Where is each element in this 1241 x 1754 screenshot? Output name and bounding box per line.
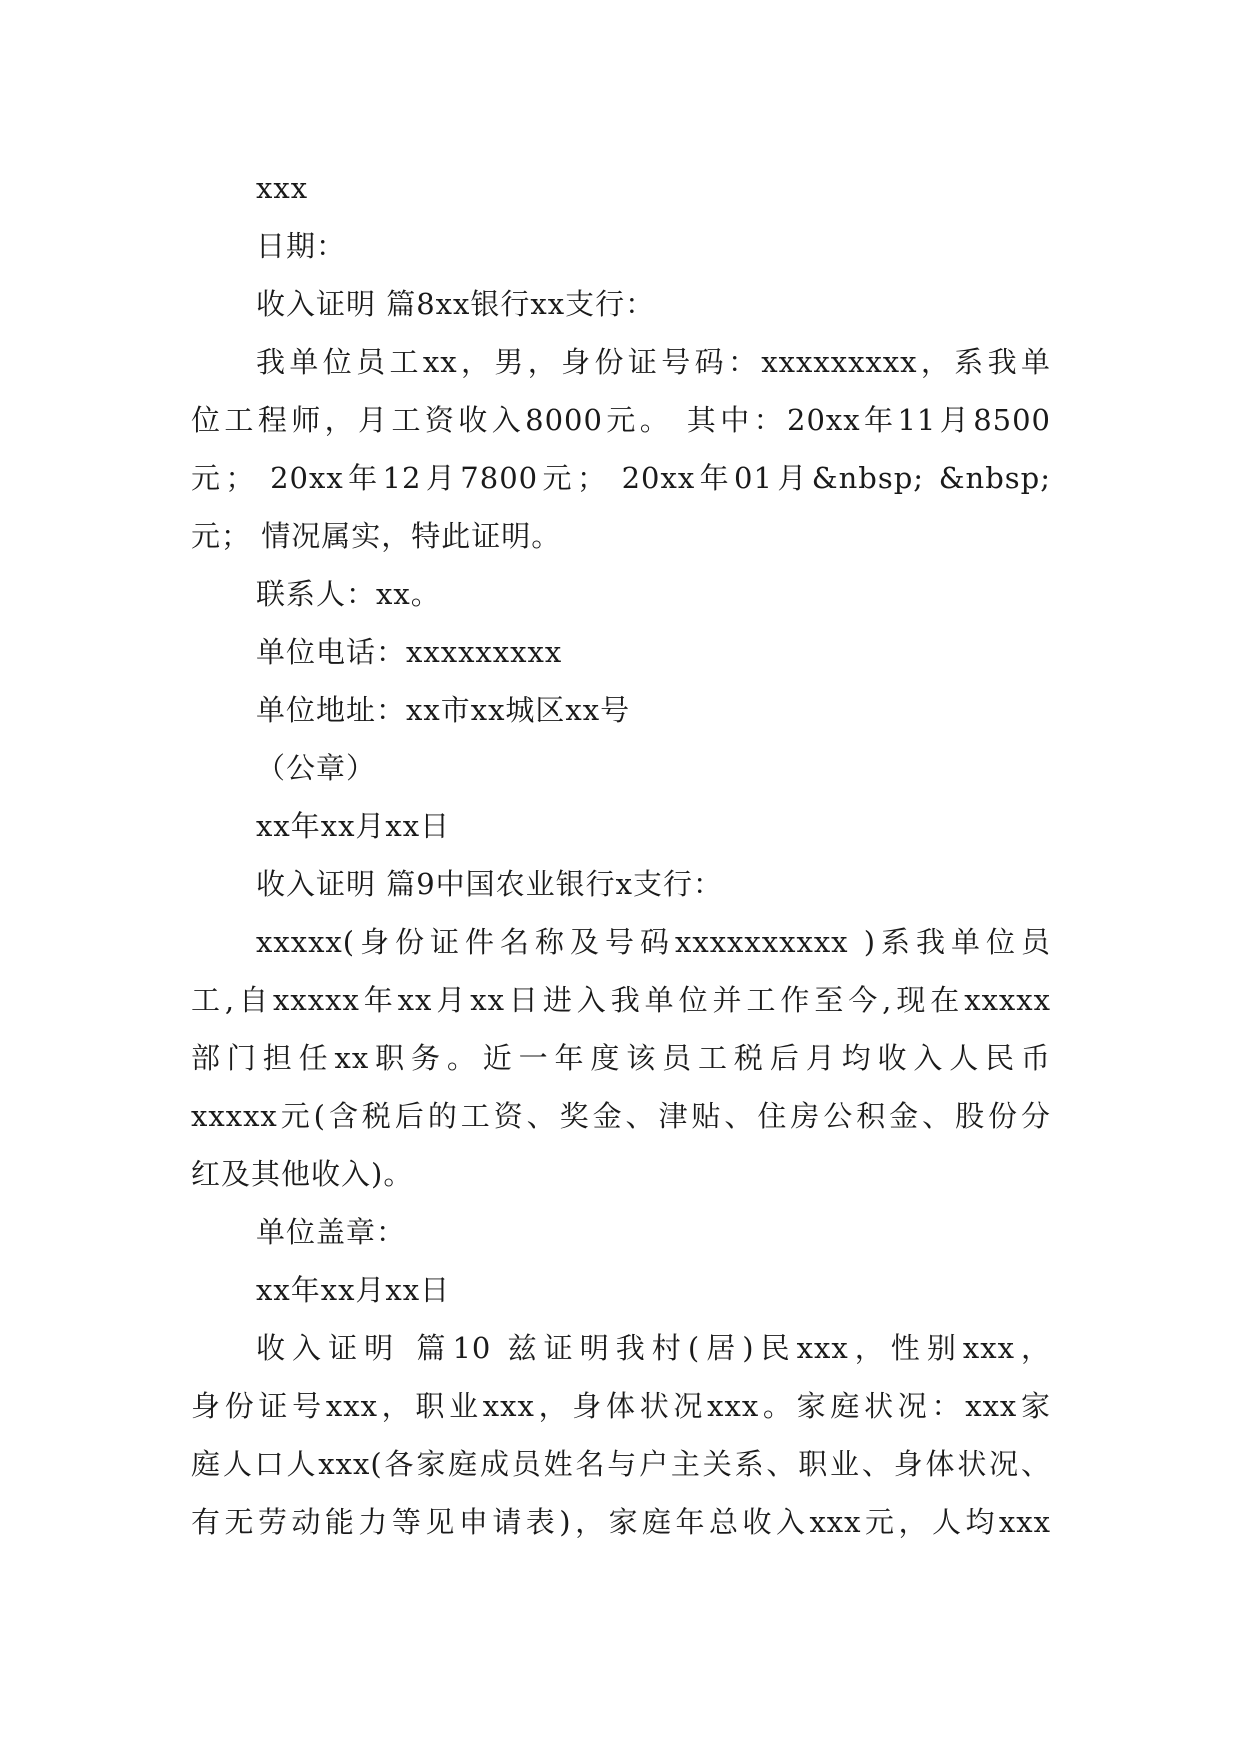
paragraph-line: 有无劳动能力等见申请表)，家庭年总收入xxx元，人均xxx <box>191 1505 1051 1539</box>
section-heading-8: 收入证明 篇8xx银行xx支行： <box>256 287 656 321</box>
paragraph-line: 元； 情况属实，特此证明。 <box>191 519 562 553</box>
paragraph-line: 红及其他收入)。 <box>191 1157 414 1191</box>
date-label: 日期： <box>256 229 347 263</box>
paragraph-line: 我单位员工xx，男，身份证号码：xxxxxxxxx，系我单 <box>256 345 1051 379</box>
official-seal-label: （公章） <box>256 751 377 785</box>
paragraph-line: xxxxx元(含税后的工资、奖金、津贴、住房公积金、股份分 <box>191 1099 1051 1133</box>
paragraph-line: 部门担任xx职务。近一年度该员工税后月均收入人民币 <box>191 1041 1051 1075</box>
issue-date: xx年xx月xx日 <box>256 809 451 843</box>
contact-person: 联系人：xx。 <box>256 577 441 611</box>
issue-date: xx年xx月xx日 <box>256 1273 451 1307</box>
unit-seal-label: 单位盖章： <box>256 1215 407 1249</box>
section-heading-9: 收入证明 篇9中国农业银行x支行： <box>256 867 724 901</box>
unit-phone: 单位电话：xxxxxxxxx <box>256 635 563 669</box>
paragraph-line: 元； 20xx年12月7800元； 20xx年01月&nbsp; &nbsp; <box>191 461 1051 495</box>
paragraph-line: xxxxx(身份证件名称及号码xxxxxxxxxx )系我单位员 <box>256 925 1051 959</box>
paragraph-line: 工,自xxxxx年xx月xx日进入我单位并工作至今,现在xxxxx <box>191 983 1051 1017</box>
signature-name: xxx <box>256 171 309 205</box>
paragraph-line: 位工程师，月工资收入8000元。 其中：20xx年11月8500 <box>191 403 1051 437</box>
paragraph-line: 身份证号xxx，职业xxx，身体状况xxx。家庭状况：xxx家 <box>191 1389 1051 1423</box>
paragraph-line: 庭人口人xxx(各家庭成员姓名与户主关系、职业、身体状况、 <box>191 1447 1051 1481</box>
section-heading-10: 收入证明 篇10 兹证明我村(居)民xxx，性别xxx， <box>256 1331 1051 1365</box>
unit-address: 单位地址：xx市xx城区xx号 <box>256 693 631 727</box>
